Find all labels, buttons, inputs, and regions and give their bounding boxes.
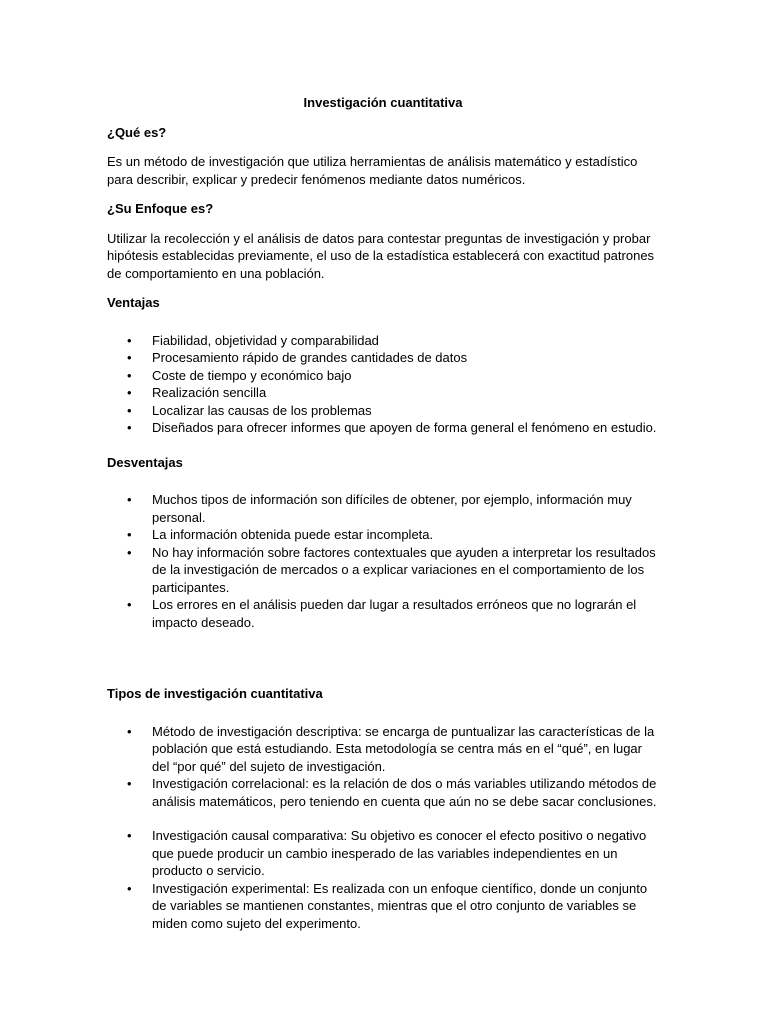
list-item — [107, 419, 659, 437]
bullet-icon: • — [127, 544, 132, 560]
list-item-text: Investigación correlacional: es la relación de dos o más variables utilizando métodos de análisis matemáticos, pero teniendo en cuenta que aún no se debe sacar conclusiones. — [152, 776, 657, 809]
bullet-icon: • — [127, 402, 132, 418]
list-item-text: Procesamiento rápido de grandes cantidades de datos — [152, 350, 468, 365]
list-item — [107, 827, 659, 880]
bullet-icon: • — [127, 880, 132, 896]
tipos-list-group-2 — [107, 827, 659, 932]
list-item-text: La información obtenida puede estar incompleta. — [152, 527, 434, 542]
list-item-text: Diseñados para ofrecer informes que apoyen de forma general el fenómeno en estudio. — [152, 420, 657, 435]
list-item — [107, 332, 659, 350]
document-content — [107, 94, 659, 932]
section-heading-tipos: Tipos de investigación cuantitativa — [107, 686, 323, 701]
bullet-icon: • — [127, 492, 132, 507]
section-heading-ventajas: Ventajas — [107, 295, 160, 310]
section-text-enfoque: Utilizar la recolección y el análisis de datos para contestar preguntas de investigación y probar hipótesis establecidas previamente, el uso de la estadística establecerá con exactitud patrones de comportamiento en una población. — [107, 230, 655, 281]
list-item-text: Muchos tipos de información son difíciles de obtener, por ejemplo, información muy personal. — [152, 492, 632, 525]
ventajas-list — [107, 332, 659, 437]
section-heading-enfoque: ¿Su Enfoque es? — [107, 201, 214, 216]
list-item-text: No hay información sobre factores contextuales que ayuden a interpretar los resultados de la investigación de mercados o a explicar variaciones en el comportamiento de los participantes. — [152, 544, 656, 595]
section-heading-desventajas: Desventajas — [107, 454, 183, 470]
list-item — [107, 367, 659, 385]
bullet-icon: • — [127, 367, 132, 383]
list-item — [107, 349, 659, 367]
list-item — [107, 880, 659, 933]
bullet-icon: • — [127, 385, 132, 400]
list-item-text: Realización sencilla — [152, 385, 267, 400]
section-text-que-es: Es un método de investigación que utiliza herramientas de análisis matemático y estadístico para describir, explicar y predecir fenómenos mediante datos numéricos. — [107, 154, 638, 187]
bullet-icon: • — [127, 597, 132, 612]
list-item — [107, 775, 659, 810]
list-item — [107, 544, 659, 597]
list-item — [107, 402, 659, 420]
document-title: Investigación cuantitativa — [303, 95, 463, 110]
tipos-list-group-1 — [107, 723, 659, 811]
list-item-text: Investigación causal comparativa: Su objetivo es conocer el efecto positivo o negativo que puede producir un cambio inesperado de las variables independientes en un producto o servicio. — [152, 828, 647, 878]
bullet-icon: • — [127, 527, 132, 542]
bullet-icon: • — [127, 420, 132, 435]
bullet-icon: • — [127, 332, 132, 348]
desventajas-list — [107, 491, 659, 631]
list-item-text: Localizar las causas de los problemas — [152, 402, 372, 418]
section-heading-que-es: ¿Qué es? — [107, 124, 167, 140]
list-item — [107, 491, 659, 526]
list-item — [107, 723, 659, 776]
list-item-text: Método de investigación descriptiva: se encarga de puntualizar las características de la población que está estudiando. Esta metodología se centra más en el “qué”, en lugar del “por qué” del sujeto de investigación. — [152, 723, 655, 774]
list-item-text: Los errores en el análisis pueden dar lugar a resultados erróneos que no lograrán el impacto deseado. — [152, 597, 637, 630]
list-item — [107, 596, 659, 631]
list-item — [107, 384, 659, 402]
bullet-icon: • — [127, 776, 132, 791]
list-item-text: Fiabilidad, objetividad y comparabilidad — [152, 332, 379, 348]
list-item — [107, 526, 659, 544]
bullet-icon: • — [127, 350, 132, 365]
list-item-text: Investigación experimental: Es realizada con un enfoque científico, donde un conjunto de variables se mantienen constantes, mientras que el otro conjunto de variables se miden como sujeto del experimento. — [152, 880, 648, 931]
bullet-icon: • — [127, 723, 132, 739]
bullet-icon: • — [127, 828, 132, 843]
list-item-text: Coste de tiempo y económico bajo — [152, 367, 352, 383]
